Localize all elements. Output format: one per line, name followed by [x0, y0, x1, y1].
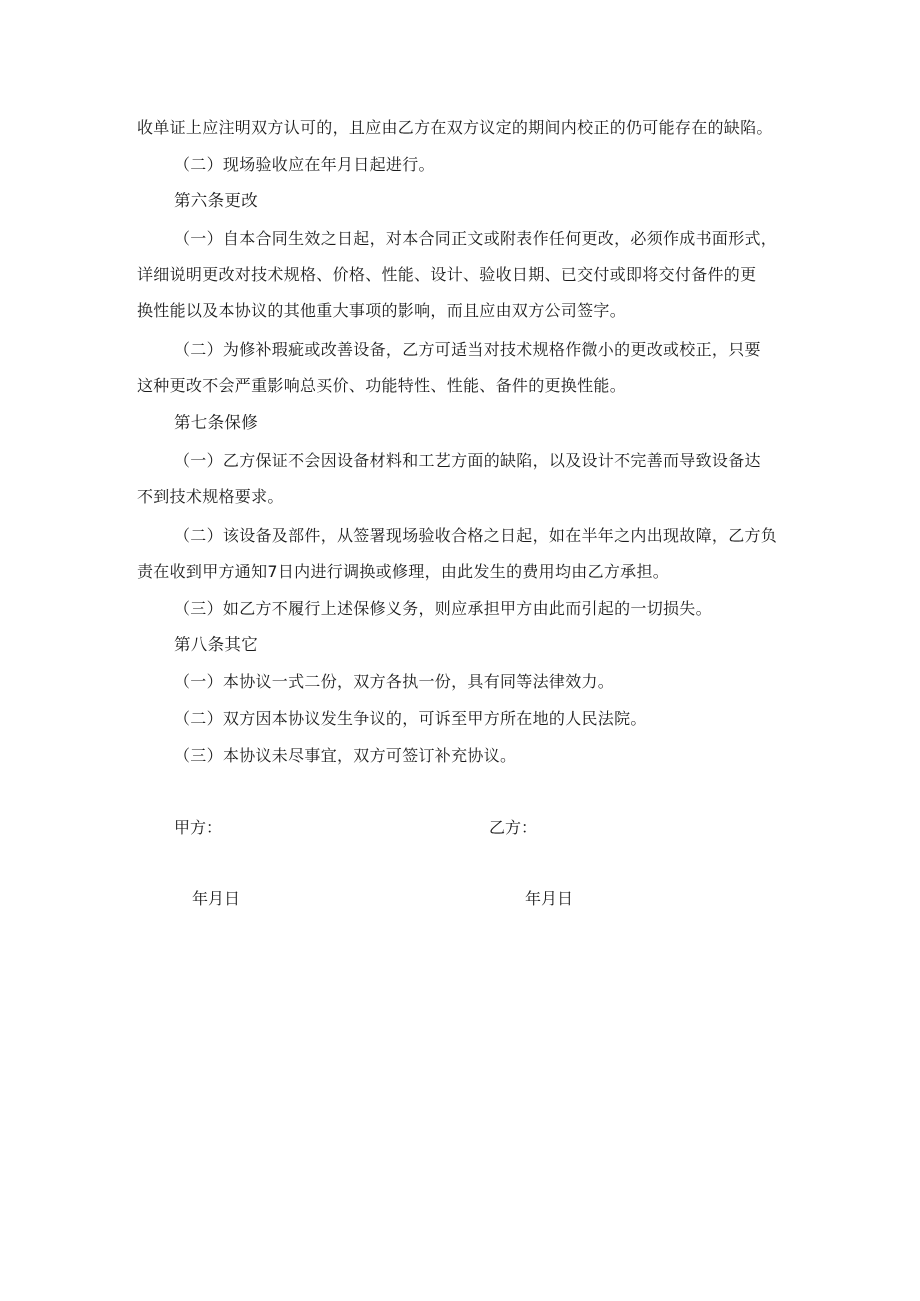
section-heading-article-7: 第七条保修: [174, 413, 258, 432]
paragraph-line: （二）该设备及部件，从签署现场验收合格之日起，如在半年之内出现故障，乙方负: [174, 526, 778, 545]
section-heading-article-6: 第六条更改: [174, 191, 258, 210]
paragraph-line: 不到技术规格要求。: [137, 487, 284, 506]
paragraph-line: （三）本协议未尽事宜，双方可签订补充协议。: [174, 746, 517, 765]
paragraph-line: （一）自本合同生效之日起，对本合同正文或附表作任何更改，必须作成书面形式，: [174, 229, 778, 248]
paragraph-line: （三）如乙方不履行上述保修义务，则应承担甲方由此而引起的一切损失。: [174, 599, 712, 618]
party-b-date: 年月日: [525, 889, 574, 908]
paragraph-line: （一）乙方保证不会因设备材料和工艺方面的缺陷，以及设计不完善而导致设备达: [174, 451, 761, 470]
party-a-date: 年月日: [192, 889, 241, 908]
party-a-label: 甲方：: [174, 818, 223, 837]
paragraph-line: 责在收到甲方通知7日内进行调换或修理，由此发生的费用均由乙方承担。: [137, 562, 670, 581]
paragraph-line: （二）双方因本协议发生争议的，可诉至甲方所在地的人民法院。: [174, 709, 647, 728]
party-b-label: 乙方：: [489, 818, 538, 837]
paragraph-line: （二）现场验收应在年月日起进行。: [174, 155, 435, 174]
paragraph-line: 收单证上应注明双方认可的，且应由乙方在双方议定的期间内校正的仍可能存在的缺陷。: [137, 118, 773, 137]
section-heading-article-8: 第八条其它: [174, 635, 258, 654]
paragraph-line: （一）本协议一式二份，双方各执一份，具有同等法律效力。: [174, 672, 615, 691]
paragraph-line: （二）为修补瑕疵或改善设备，乙方可适当对技术规格作微小的更改或校正，只要: [174, 340, 761, 359]
paragraph-line: 换性能以及本协议的其他重大事项的影响，而且应由双方公司签字。: [137, 301, 627, 320]
paragraph-line: 详细说明更改对技术规格、价格、性能、设计、验收日期、已交付或即将交付备件的更: [137, 265, 757, 284]
paragraph-line: 这种更改不会严重影响总买价、功能特性、性能、备件的更换性能。: [137, 376, 627, 395]
